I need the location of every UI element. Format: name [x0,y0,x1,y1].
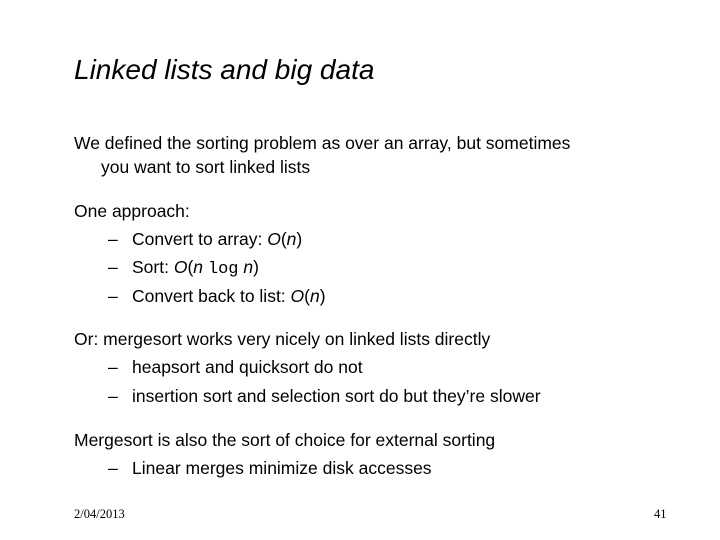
bullet-text: heapsort and quicksort do not [132,357,363,377]
bullet-text: insertion sort and selection sort do but they’re slower [132,386,541,406]
paren-close: ) [319,286,326,306]
mergesort-bullet [108,386,541,407]
convert-label: Convert to array: [132,229,268,249]
n-var: n [286,229,297,249]
external-bullet [108,458,432,479]
paren-close: ) [253,257,259,277]
paren-close: ) [296,229,303,249]
sort-label: Sort: [132,257,174,277]
page-number: 41 [654,507,667,521]
bullet-dash: – [108,458,118,478]
approach-bullet-convert [108,229,302,250]
n-var: n [193,257,204,277]
n-var: n [310,286,320,306]
mergesort-heading: Or: mergesort works very nicely on linked lists directly [74,329,491,349]
footer-date: 2/04/2013 [74,507,125,521]
bullet-dash: – [108,357,118,377]
external-heading: Mergesort is also the sort of choice for external sorting [74,430,496,450]
big-o: O [290,286,305,306]
log-token: log [207,260,239,279]
bullet-dash: – [108,286,118,306]
approach-bullet-back [108,286,326,307]
paren-open: ( [280,229,287,249]
intro-line-2: you want to sort linked lists [101,157,311,177]
slide-title: Linked lists and big data [74,54,375,85]
bullet-dash: – [108,229,118,249]
approach-bullet-sort [108,257,259,279]
approach-heading: One approach: [74,201,190,221]
bullet-text: Linear merges minimize disk accesses [132,458,432,478]
back-label: Convert back to list: [132,286,291,306]
big-o: O [267,229,281,249]
bullet-dash: – [108,257,118,277]
big-o: O [173,257,188,277]
mergesort-bullet [108,357,363,378]
paren-open: ( [304,286,310,306]
intro-line-1: We defined the sorting problem as over an array, but sometimes [74,133,571,153]
paren-open: ( [187,257,194,277]
bullet-dash: – [108,386,118,406]
n-var: n [243,257,254,277]
